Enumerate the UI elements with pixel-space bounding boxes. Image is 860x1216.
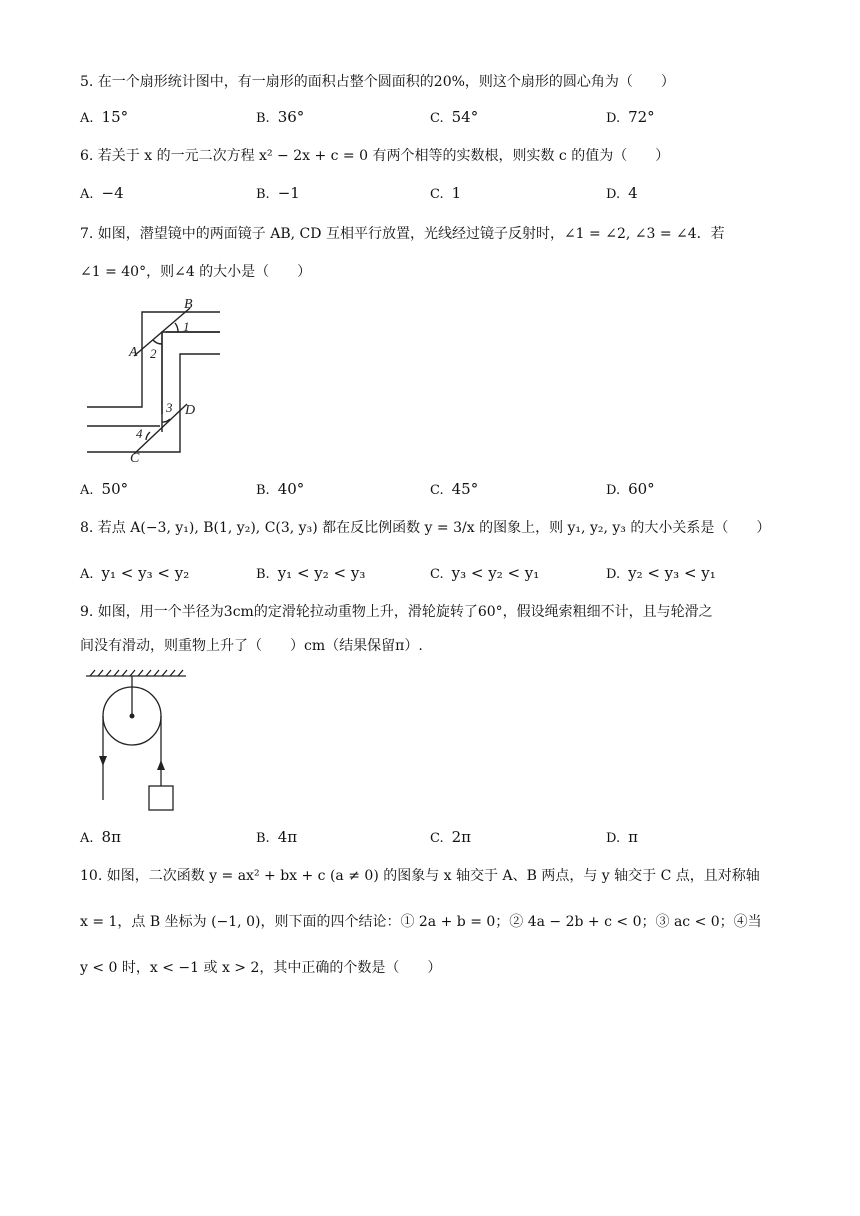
periscope-bottom-wall xyxy=(87,354,220,452)
option-b[interactable]: B. 36° xyxy=(256,108,305,126)
option-c[interactable]: C. 54° xyxy=(430,108,479,126)
option-a[interactable]: A. 15° xyxy=(80,108,129,126)
option-a[interactable]: A. 8π xyxy=(80,828,121,846)
option-c[interactable]: C. y₃ < y₂ < y₁ xyxy=(430,564,540,582)
option-d[interactable]: D. 72° xyxy=(606,108,655,126)
question-10-stem-line-3: y < 0 时，x < −1 或 x > 2，其中正确的个数是（ ） xyxy=(80,960,442,976)
option-c[interactable]: C. 45° xyxy=(430,480,479,498)
pulley-axle xyxy=(130,714,135,719)
option-a[interactable]: A. y₁ < y₃ < y₂ xyxy=(80,564,190,582)
question-9-options xyxy=(80,828,780,852)
question-7-stem-line-1: 7. 如图，潜望镜中的两面镜子 AB, CD 互相平行放置，光线经过镜子反射时，∠1 = ∠2, ∠3 = ∠4．若 xyxy=(80,226,725,242)
angle-2-label: 2 xyxy=(150,346,157,361)
question-6-options xyxy=(80,184,780,208)
label-d: D xyxy=(185,403,196,418)
option-a[interactable]: A. −4 xyxy=(80,184,124,202)
periscope-figure xyxy=(82,292,232,464)
question-10-stem-line-1: 10. 如图，二次函数 y = ax² + bx + c (a ≠ 0) 的图象与 x 轴交于 A、B 两点，与 y 轴交于 C 点，且对称轴 xyxy=(80,868,760,884)
question-7-options xyxy=(80,480,780,504)
option-d[interactable]: D. 4 xyxy=(606,184,638,202)
angle-1-arc xyxy=(175,323,178,332)
question-10-stem-line-2: x = 1，点 B 坐标为 (−1, 0)，则下面的四个结论：① 2a + b = 0；② 4a − 2b + c < 0；③ ac < 0；④当 xyxy=(80,914,762,930)
down-arrow xyxy=(99,756,107,766)
option-a[interactable]: A. 50° xyxy=(80,480,129,498)
option-c[interactable]: C. 2π xyxy=(430,828,472,846)
pulley-figure xyxy=(84,668,190,814)
question-6-stem: 6. 若关于 x 的一元二次方程 x² − 2x + c = 0 有两个相等的实数根，则实数 c 的值为（ ） xyxy=(80,148,670,164)
option-c[interactable]: C. 1 xyxy=(430,184,462,202)
option-d[interactable]: D. y₂ < y₃ < y₁ xyxy=(606,564,716,582)
question-7-stem-line-2: ∠1 = 40°，则∠4 的大小是（ ） xyxy=(80,264,312,280)
angle-2-arc xyxy=(153,340,162,344)
option-d[interactable]: D. π xyxy=(606,828,638,846)
question-8-stem: 8. 若点 A(−3, y₁), B(1, y₂), C(3, y₃) 都在反比例函数 y = 3/x 的图象上，则 y₁, y₂, y₃ 的大小关系是（ ） xyxy=(80,520,771,536)
option-b[interactable]: B. 4π xyxy=(256,828,298,846)
question-9-stem-line-1: 9. 如图，用一个半径为3cm的定滑轮拉动重物上升，滑轮旋转了60°，假设绳索粗细不计，且与轮滑之 xyxy=(80,604,713,620)
question-5-options xyxy=(80,108,780,132)
ceiling-hatching xyxy=(90,670,183,676)
option-b[interactable]: B. y₁ < y₂ < y₃ xyxy=(256,564,366,582)
up-arrow xyxy=(157,760,165,770)
option-d[interactable]: D. 60° xyxy=(606,480,655,498)
weight-block xyxy=(149,786,173,810)
option-b[interactable]: B. 40° xyxy=(256,480,305,498)
angle-3-label: 3 xyxy=(166,400,173,415)
question-5-stem: 5. 在一个扇形统计图中，有一扇形的面积占整个圆面积的20%，则这个扇形的圆心角为（ ） xyxy=(80,74,675,90)
angle-1-label: 1 xyxy=(183,319,190,334)
label-c: C xyxy=(130,451,140,464)
angle-4-label: 4 xyxy=(136,426,143,441)
question-8-options xyxy=(80,564,780,588)
question-9-stem-line-2: 间没有滑动，则重物上升了（ ）cm（结果保留π）. xyxy=(80,638,423,654)
label-b: B xyxy=(184,297,193,312)
option-b[interactable]: B. −1 xyxy=(256,184,300,202)
label-a: A xyxy=(129,345,138,360)
